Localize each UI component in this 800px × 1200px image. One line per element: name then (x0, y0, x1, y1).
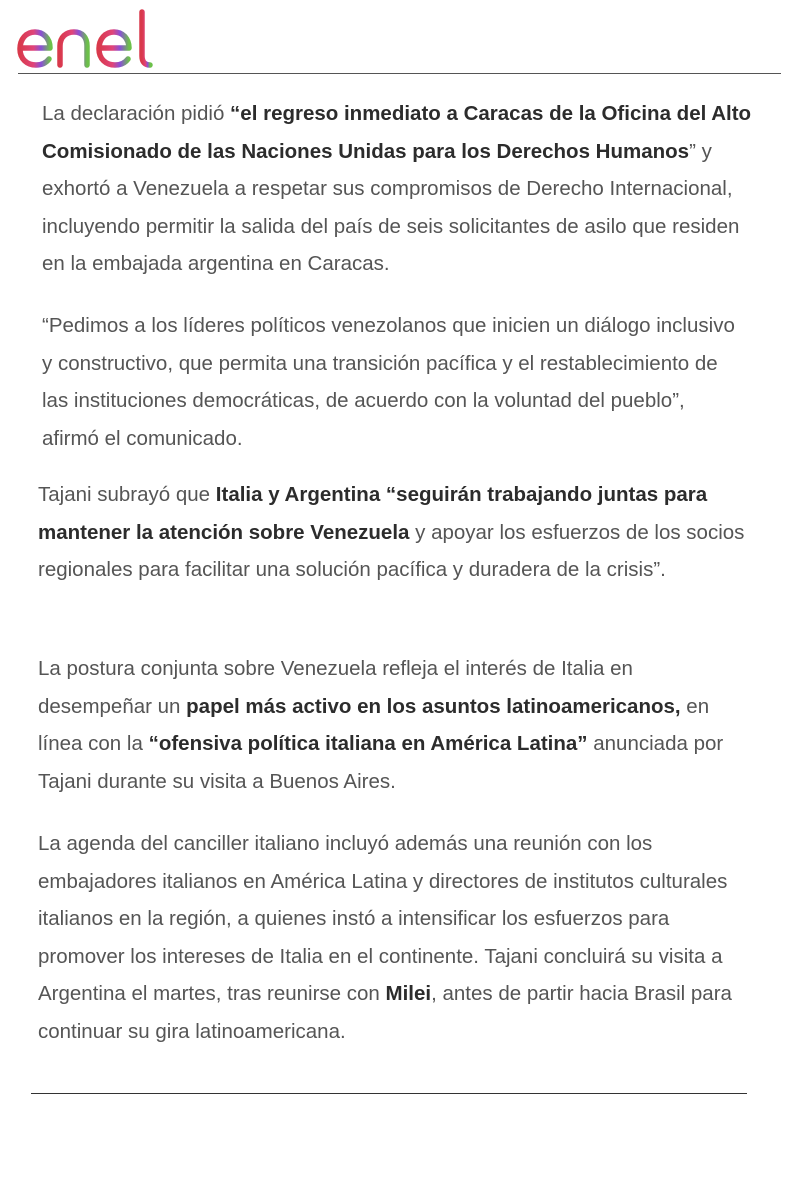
article-paragraph (42, 95, 754, 283)
paragraph-text: “Pedimos a los líderes políticos venezolanos que inicien un diálogo inclusivo y constructivo, que permita una transición pacífica y el restablecimiento de las instituciones democráticas, de acuerdo con la voluntad del pueblo”, afirmó el comunicado. (42, 314, 735, 450)
footer-divider (31, 1093, 747, 1094)
paragraph-text: anunciada por Tajani durante su visita a Buenos Aires. (38, 732, 724, 793)
paragraph-text: La postura conjunta sobre Venezuela refleja el interés de Italia en desempeñar un (38, 657, 633, 718)
paragraph-text: La declaración pidió (42, 102, 231, 125)
paragraph-text: Tajani subrayó que (38, 483, 216, 506)
paragraph-text: y apoyar los esfuerzos de los socios regionales para facilitar una solución pacífica y duradera de la crisis”. (38, 520, 745, 581)
article-paragraph (38, 476, 750, 589)
article-paragraph (42, 307, 742, 457)
paragraph-text: , antes de partir hacia Brasil para continuar su gira latinoamericana. (38, 982, 732, 1043)
emphasis-text: papel más activo en los asuntos latinoamericanos, (186, 694, 681, 718)
emphasis-text: Italia y Argentina “seguirán trabajando juntas para mantener la atención sobre Venezuela (38, 483, 708, 544)
header-divider (18, 73, 781, 74)
article-paragraph (38, 650, 750, 800)
paragraph-text: La agenda del canciller italiano incluyó además una reunión con los embajadores italianos en América Latina y directores de institutos culturales italianos en la región, a quienes instó a intensificar los esfuerzos para promover los intereses de Italia en el continente. Tajani concluirá su visita a Argentina el martes, tras reunirse con (38, 832, 728, 1005)
enel-logo[interactable] (16, 8, 180, 70)
person-name-link: Milei (385, 982, 432, 1005)
emphasis-text: “el regreso inmediato a Caracas de la Oficina del Alto Comisionado de las Naciones Unidas para los Derechos Humanos (42, 102, 752, 163)
site-header (0, 0, 800, 76)
paragraph-text: en línea con la (38, 694, 710, 755)
emphasis-text: “ofensiva política italiana en América Latina” (148, 732, 588, 755)
paragraph-text: ” y exhortó a Venezuela a respetar sus compromisos de Derecho Internacional, incluyendo permitir la salida del país de seis solicitantes de asilo que residen en la embajada argentina en Caracas. (42, 139, 740, 275)
article-paragraph (38, 825, 750, 1050)
